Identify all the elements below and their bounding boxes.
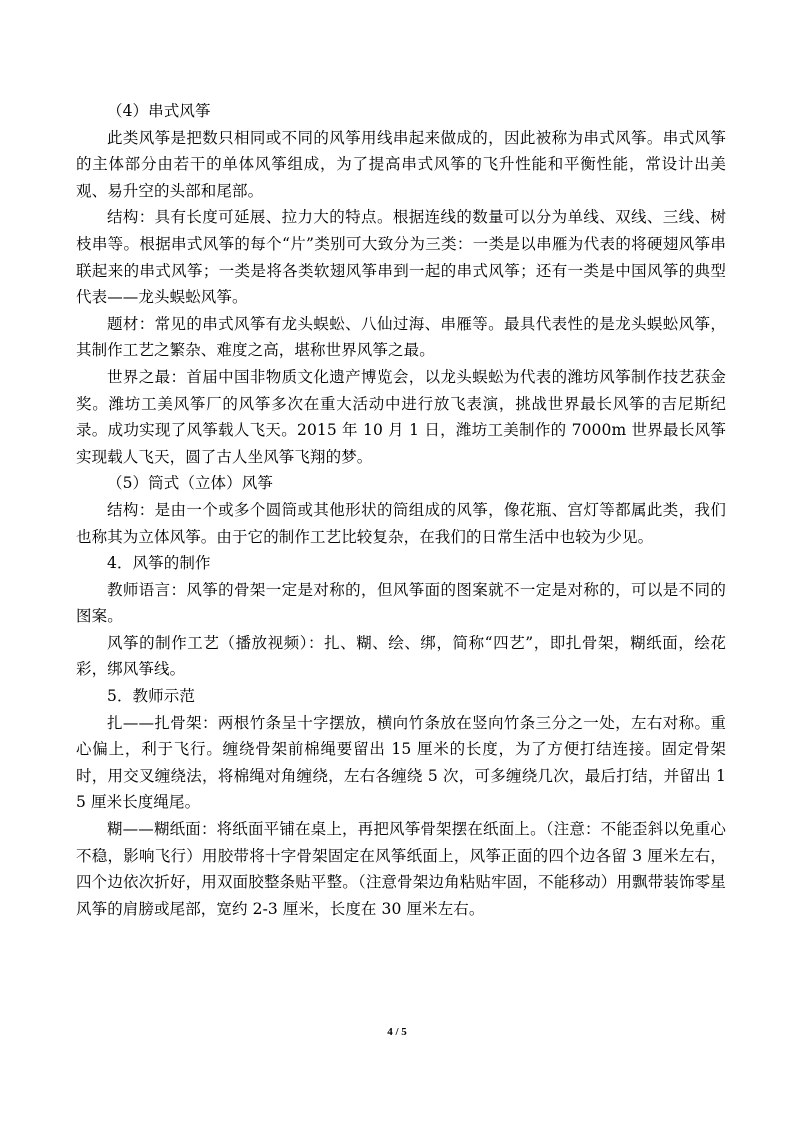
paragraph-string-kite-structure: 结构：具有长度可延展、拉力大的特点。根据连线的数量可以分为单线、双线、三线、树枝串等。根据串式风筝的每个“片”类别可大致分为三类：一类是以串雁为代表的将硬翅风筝串联起来的串式风筝；一类是将各类软翅风筝串到一起的串式风筝；还有一类是中国风筝的典型代表——龙头蜈蚣风筝。: [76, 208, 726, 307]
paragraph-world-record: 世界之最：首届中国非物质文化遗产博览会，以龙头蜈蚣为代表的潍坊风筝制作技艺获金奖。潍坊工美风筝厂的风筝多次在重大活动中进行放飞表演，挑战世界最长风筝的吉尼斯纪录。成功实现了风筝载人飞天。2015 年 10 月 1 日，潍坊工美制作的 7000m 世界最长风筝实现载人飞天，圆了古人坐风筝飞翔的梦。: [76, 367, 726, 466]
paragraph-string-kite-intro: 此类风筝是把数只相同或不同的风筝用线串起来做成的，因此被称为串式风筝。串式风筝的主体部分由若干的单体风筝组成，为了提高串式风筝的飞升性能和平衡性能，常设计出美观、易升空的头部和尾部。: [76, 128, 726, 200]
page-number: 4 / 5: [387, 1026, 407, 1038]
paragraph-tie-frame: 扎——扎骨架：两根竹条呈十字摆放，横向竹条放在竖向竹条三分之一处，左右对称。重心偏上，利于飞行。缠绕骨架前棉绳要留出 15 厘米的长度，为了方便打结连接。固定骨架时，用交叉缠绕法，将棉绳对角缠绕，左右各缠绕 5 次，可多缠绕几次，最后打结，并留出 15 厘米长度绳尾。: [76, 713, 726, 812]
section-heading-tube-kite: （5）筒式（立体）风筝: [107, 474, 273, 493]
paragraph-tube-kite-structure: 结构：是由一个或多个圆筒或其他形状的筒组成的风筝，像花瓶、宫灯等都属此类，我们也称其为立体风筝。由于它的制作工艺比较复杂，在我们的日常生活中也较为少见。: [76, 500, 726, 546]
paragraph-teacher-language: 教师语言：风筝的骨架一定是对称的，但风筝面的图案就不一定是对称的，可以是不同的图案。: [76, 580, 726, 626]
section-heading-string-kite: （4）串式风筝: [107, 102, 211, 120]
section-heading-kite-making: 4．风筝的制作: [107, 554, 211, 573]
paragraph-paste-paper: 糊——糊纸面：将纸面平铺在桌上，再把风筝骨架摆在纸面上。（注意：不能歪斜以免重心不稳，影响飞行）用胶带将十字骨架固定在风筝纸面上，风筝正面的四个边各留 3 厘米左右，四个边依次折好，用双面胶整条贴平整。（注意骨架边角粘贴牢固，不能移动）用飘带装饰零星风筝的肩膀或尾部，宽约 2-3 厘米，长度在 30 厘米左右。: [76, 820, 726, 918]
paragraph-string-kite-themes: 题材：常见的串式风筝有龙头蜈蚣、八仙过海、串雁等。最具代表性的是龙头蜈蚣风筝，其制作工艺之繁杂、难度之高，堪称世界风筝之最。: [76, 314, 726, 360]
document-body: [76, 98, 726, 922]
section-heading-teacher-demo: 5．教师示范: [107, 687, 195, 706]
paragraph-making-craft: 风筝的制作工艺（播放视频）：扎、糊、绘、绑，简称“四艺”，即扎骨架，糊纸面，绘花彩，绑风筝线。: [76, 633, 726, 679]
